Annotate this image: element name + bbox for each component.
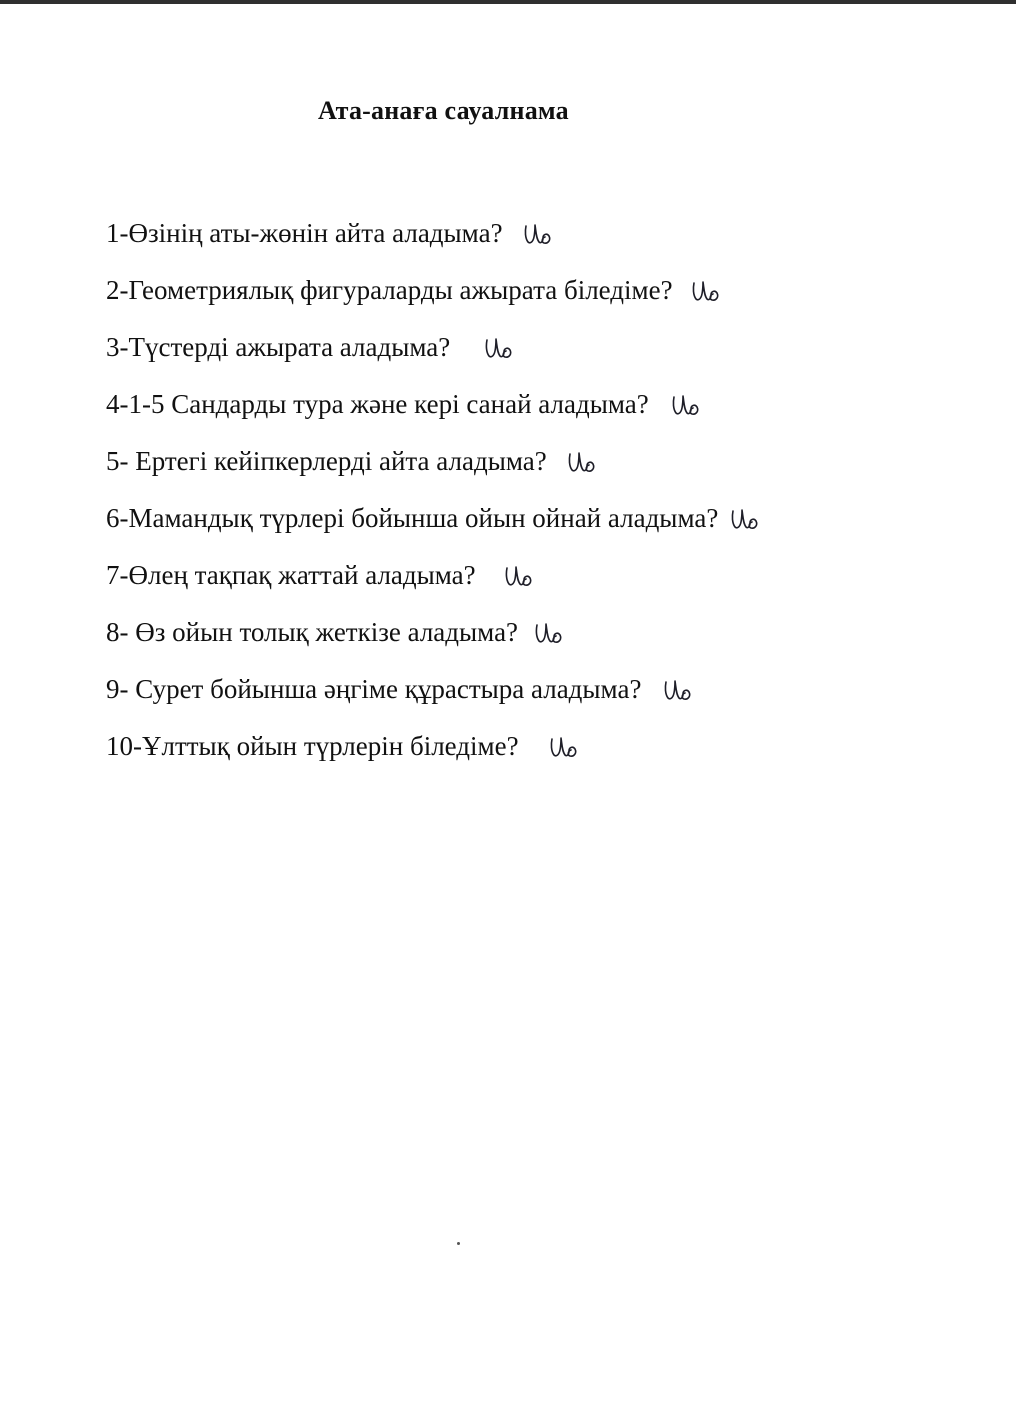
question-text: 9- Сурет бойынша әңгіме құрастыра аладыма? — [106, 674, 642, 704]
question-text: 6-Мамандық түрлері бойынша ойын ойнай аладыма? — [106, 503, 719, 533]
handwritten-check-mark-icon — [484, 335, 514, 361]
questionnaire-list — [106, 205, 760, 775]
question-item — [106, 205, 760, 262]
question-item — [106, 604, 760, 661]
question-text: 10-Ұлттық ойын түрлерін біледіме? — [106, 731, 519, 761]
page-top-edge — [0, 0, 1016, 4]
handwritten-check-mark-icon — [567, 449, 597, 475]
question-item — [106, 319, 760, 376]
scan-speck — [457, 1242, 460, 1245]
handwritten-check-mark-icon — [549, 734, 579, 760]
question-item — [106, 490, 760, 547]
question-text: 5- Ертегі кейіпкерлерді айта аладыма? — [106, 446, 547, 476]
handwritten-check-mark-icon — [523, 221, 553, 247]
question-item — [106, 718, 760, 775]
question-text: 8- Өз ойын толық жеткізе аладыма? — [106, 617, 519, 647]
handwritten-check-mark-icon — [671, 392, 701, 418]
question-text: 1-Өзінің аты-жөнін айта аладыма? — [106, 218, 503, 248]
question-item — [106, 376, 760, 433]
question-item — [106, 433, 760, 490]
page-title: Ата-анаға сауалнама — [318, 96, 569, 125]
question-item — [106, 661, 760, 718]
question-text: 4-1-5 Сандарды тура және кері санай аладыма? — [106, 389, 649, 419]
question-text: 3-Түстерді ажырата аладыма? — [106, 332, 451, 362]
handwritten-check-mark-icon — [691, 278, 721, 304]
handwritten-check-mark-icon — [663, 677, 693, 703]
question-text: 2-Геометриялық фигураларды ажырата біледіме? — [106, 275, 673, 305]
question-text: 7-Өлең тақпақ жаттай аладыма? — [106, 560, 476, 590]
question-item — [106, 547, 760, 604]
question-item — [106, 262, 760, 319]
handwritten-check-mark-icon — [534, 620, 564, 646]
handwritten-check-mark-icon — [730, 506, 760, 532]
handwritten-check-mark-icon — [504, 563, 534, 589]
